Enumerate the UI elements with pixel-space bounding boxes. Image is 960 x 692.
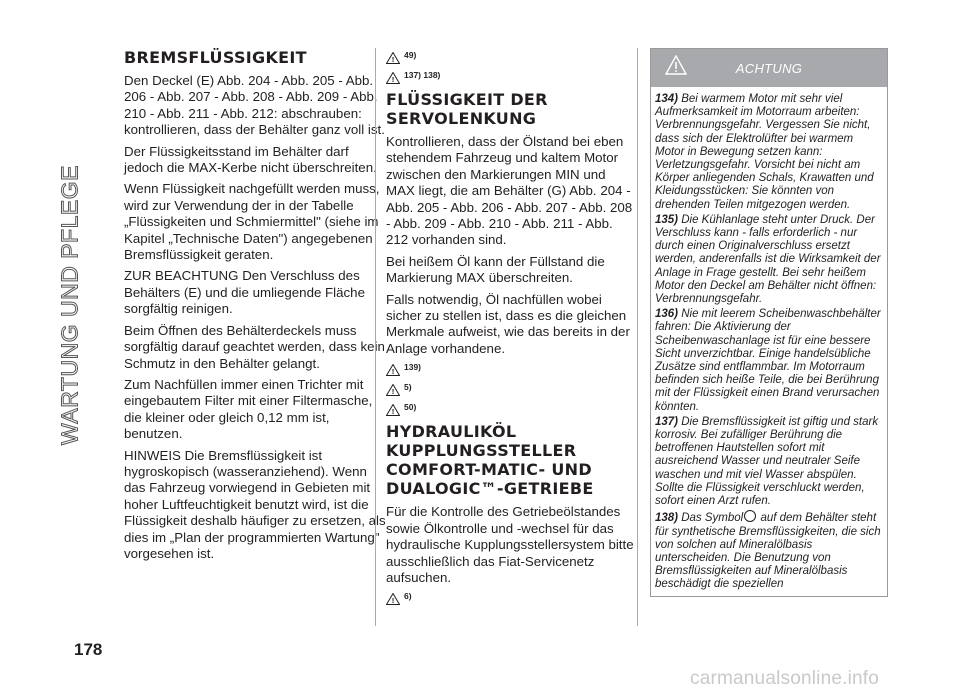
heading-brake-fluid: BREMSFLÜSSIGKEIT [124,48,307,67]
paragraph: Wenn Flüssigkeit nachgefüllt werden muss, wird zur Verwendung der in der Tabelle „Flüssigkeiten und Schmiermittel" (siehe im Kapitel „Technische Daten") angegebenen Bremsflüssigkeit geraten. [124,181,380,263]
note-icon [386,384,400,396]
warning-reference: ! 50) [386,402,638,418]
paragraph: Kontrollieren, dass der Ölstand bei eben stehendem Fahrzeug und kaltem Motor zwischen den Markierungen MIN und MAX liegt, die am Behälter (G) Abb. 204 - Abb. 205 - Abb. 206 - Abb. 207 - Abb. 208 - Abb. 209 - Abb. 210 - Abb. 211 - Abb. 212 vorhanden sind. [386,134,633,248]
warning-reference: ! 137) 138) [386,70,638,86]
svg-text:!: ! [391,389,395,397]
note-icon [386,593,400,605]
column-divider [375,48,376,626]
warning-reference: ! 49) [386,50,638,66]
svg-text:!: ! [391,57,395,64]
paragraph: Beim Öffnen des Behälterdeckels muss sorgfältig darauf geachtet werden, dass kein Schmutz in den Behälter gelangt. [124,322,385,371]
column-brake-fluid [124,48,386,567]
paragraph: Den Deckel (E) Abb. 204 - Abb. 205 - Abb. 206 - Abb. 207 - Abb. 208 - Abb. 209 - Abb. 210 - Abb. 211 - Abb. 212: abschrauben: kontrollieren, dass der Behälter ganz voll ist. [124,73,385,138]
heading-power-steering-fluid: FLÜSSIGKEIT DER SERVOLENKUNG [386,90,548,128]
warning-reference: ! 139) [386,362,638,378]
page-number: 178 [74,640,103,659]
warning-item: 137) Die Bremsflüssigkeit ist giftig und stark korrosiv. Bei zufälliger Berührung die betroffenen Hautstellen sofort mit ausreichend Wasser und neutraler Seife waschen und mit viel Wasser abspülen. Sollte die Flüssigkeit verschluckt werden, sofort einen Arzt rufen. [655,415,879,508]
svg-text:!: ! [391,598,395,606]
warning-triangle-icon [386,364,400,376]
warning-item: 138) Das Symbol auf dem Behälter steht für synthetische Bremsflüssigkeiten, die sich von solchen auf Mineralölbasis unterscheiden. Die Benutzung von Bremsflüssigkeiten auf Mineralölbasis beschädigt die speziellen [655,512,881,591]
warning-triangle-icon [665,55,687,75]
paragraph: HINWEIS Die Bremsflüssigkeit ist hygroskopisch (wasseranziehend). Wenn das Fahrzeug vorwiegend in Gebieten mit hoher Luftfeuchtigkeit benutzt wird, ist die Flüssigkeit deshalb häufiger zu ersetzen, als dies im „Plan der programmierten Wartung" vorgesehen ist. [124,447,386,561]
warning-item: 135) Die Kühlanlage steht unter Druck. Der Verschluss kann - falls erforderlich - nur durch einen Originalverschluss ersetzt werden, anderenfalls ist die Wirksamkeit der Anlage in Frage gestellt. Bei sehr heißem Motor den Deckel am Behälter nicht öffnen: Verbrennungsgefahr. [655,213,881,306]
paragraph: ZUR BEACHTUNG Den Verschluss des Behälters (E) und die umliegende Fläche sorgfältig reinigen. [124,268,365,317]
warning-box-body [651,87,887,596]
svg-text:!: ! [391,77,395,84]
warning-item: 134) Bei warmem Motor mit sehr viel Aufmerksamkeit im Motorraum arbeiten: Verbrennungsgefahr. Vergessen Sie nicht, dass sich der Elektrolüfter bei warmem Motor in Bewegung setzen kann: Verletzungsgefahr. Vorsicht bei nicht am Körper anliegenden Schals, Krawatten und Kleidungsstücken: Sie könnten von drehenden Teilen mitgezogen werden. [655,93,874,211]
watermark: carmanualsonline.info [690,668,880,689]
paragraph: Falls notwendig, Öl nachfüllen wobei sicher zu stellen ist, dass es die gleichen Merkmale aufweist, wie das bereits in der Anlage vorhandene. [386,291,630,356]
warning-triangle-icon [386,72,400,84]
paragraph: Bei heißem Öl kann der Füllstand die Markierung MAX überschreiten. [386,253,605,286]
paragraph: Der Flüssigkeitsstand im Behälter darf jedoch die MAX-Kerbe nicht überschreiten. [124,143,377,176]
column-divider [637,48,638,626]
column-warnings [650,48,888,597]
warning-box-header [651,49,887,87]
column-power-steering [386,48,638,611]
warning-triangle-icon [386,52,400,64]
paragraph: Für die Kontrolle des Getriebeölstandes sowie Ölkontrolle und -wechsel für das hydraulische Kupplungsstellersystem bitte ausschließlich das Fiat-Servicenetz aufsuchen. [386,504,634,585]
warning-triangle-icon [386,404,400,416]
warning-item: 136) Nie mit leerem Scheibenwaschbehälter fahren: Die Aktivierung der Scheibenwaschanlage ist für eine bessere Sicht unverzichtbar. Einige handelsübliche Zusätze sind entflammbar. Im Motorraum befinden sich heiße Teile, die bei Berührung mit der Flüssigkeit einen Brand verursachen könnten. [655,308,881,413]
warning-box-title: ACHTUNG [735,60,803,76]
paragraph: Zum Nachfüllen immer einen Trichter mit eingebautem Filter mit einer Filtermasche, die kleiner oder gleich 0,12 mm ist, benutzen. [124,376,373,442]
note-reference: ! 6) [386,591,638,607]
heading-hydraulic-oil: HYDRAULIKÖL KUPPLUNGSSTELLER COMFORT-MATIC- UND DUALOGIC™-GETRIEBE [386,422,594,499]
svg-text:!: ! [391,409,395,417]
svg-text:!: ! [391,369,395,377]
warning-box [650,48,888,597]
note-reference: ! 5) [386,382,638,398]
synthetic-brake-fluid-symbol-icon [744,510,756,522]
